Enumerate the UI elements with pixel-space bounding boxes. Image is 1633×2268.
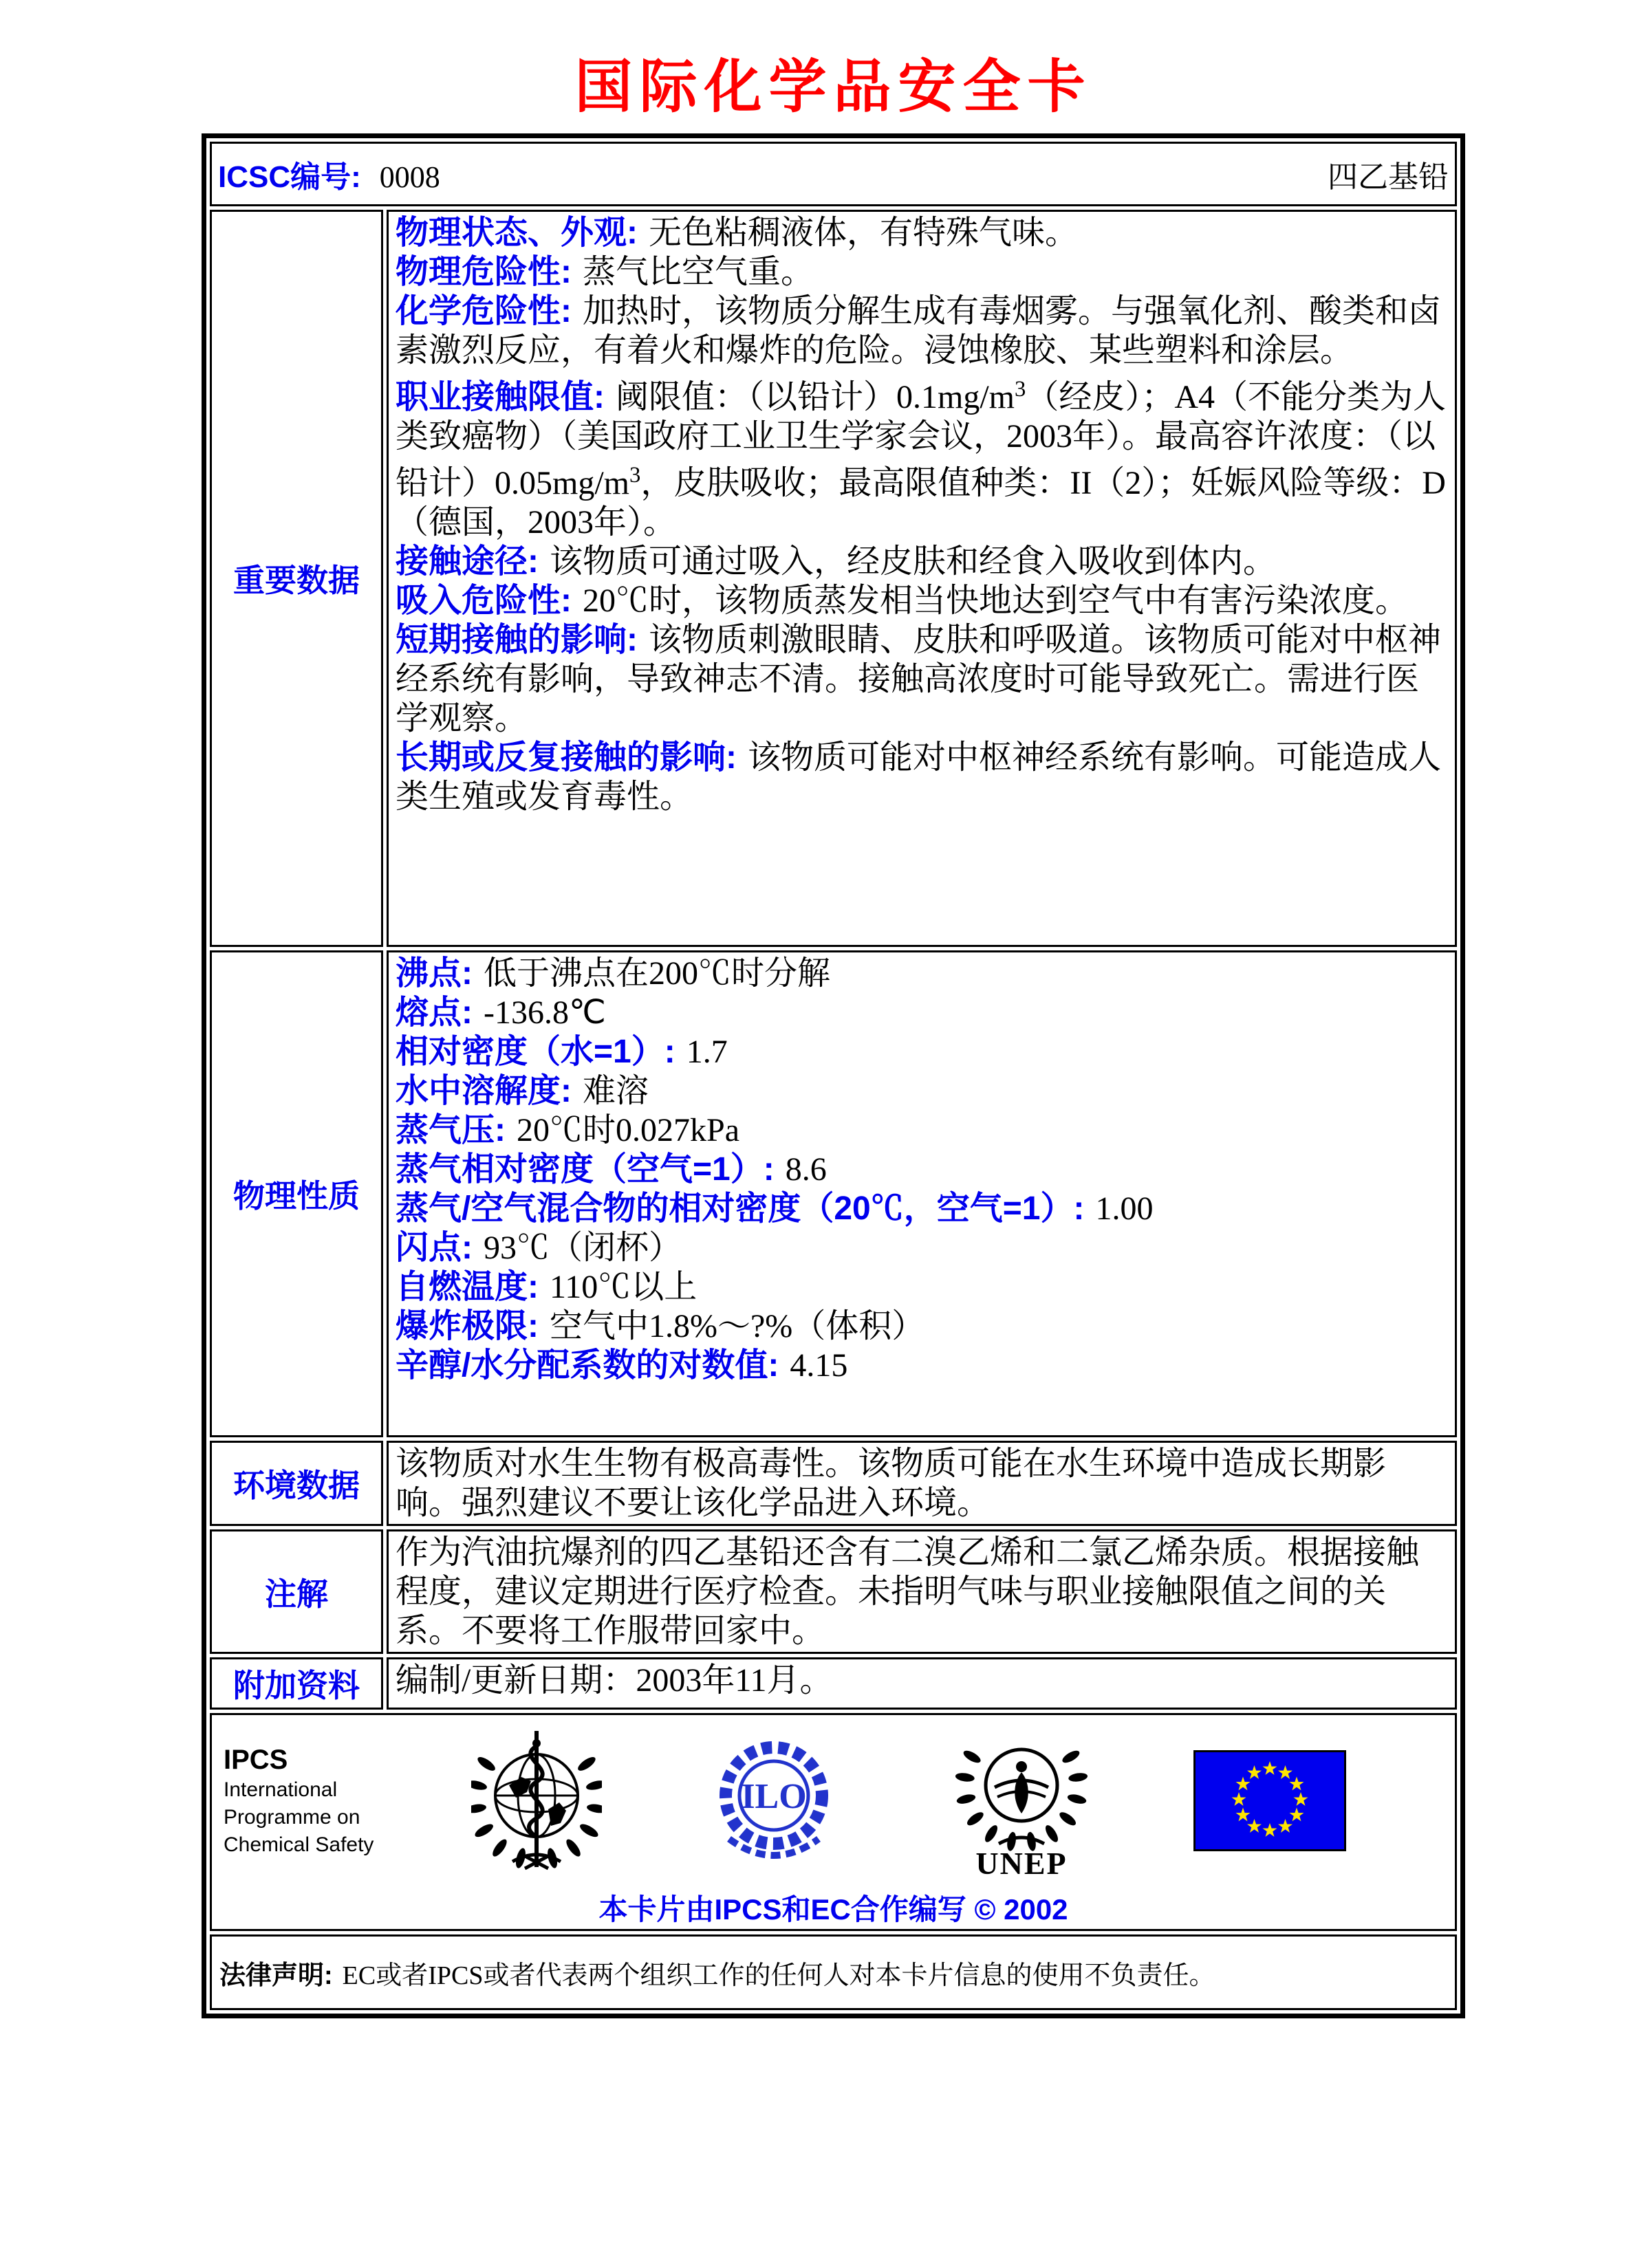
legal-notice [213,1954,1454,1992]
field-label: 辛醇/水分配系数的对数值: [396,1347,779,1384]
field-label: 蒸气/空气混合物的相对密度（20℃，空气=1）: [396,1190,1085,1227]
icsc-card-table [202,133,1465,2018]
ipcs-line: International [224,1778,338,1801]
section-label-physical-properties: 物理性质 [210,950,383,1437]
data-line [396,1150,1447,1189]
additional-info-content [387,1657,1457,1710]
environmental-data-content [387,1441,1457,1526]
header-row [210,142,1457,206]
field-label: 化学危险性: [396,293,572,329]
field-label: 自燃温度: [396,1269,539,1305]
field-label: 吸入危险性: [396,582,572,619]
logos-strip [213,1716,1454,1882]
data-line [396,1307,1447,1346]
environmental-data-row [210,1441,1457,1526]
icsc-number-group [218,152,440,196]
superscript: 3 [629,463,641,488]
data-line [396,1071,1447,1111]
chemical-name: 四乙基铅 [1328,160,1449,194]
legal-row [210,1934,1457,2010]
field-value: 空气中1.8%～?%（体积） [550,1308,925,1344]
section-text: 作为汽油抗爆剂的四乙基铅还含有二溴乙烯和二氯乙烯杂质。根据接触程度，建议定期进行医疗检查。未指明气味与职业接触限值之间的关系。不要将工作服带回家中。 [396,1534,1420,1649]
ilo-text: ILO [741,1776,807,1816]
field-value: 加热时，该物质分解生成有毒烟雾。与强氧化剂、酸类和卤素激烈反应，有着火和爆炸的危险。浸蚀橡胶、某些塑料和涂层。 [396,293,1442,369]
important-data-content [387,210,1457,947]
field-label: 物理危险性: [396,254,572,290]
page [0,52,1633,2268]
field-label: 长期或反复接触的影响: [396,739,737,776]
field-value: 8.6 [785,1151,827,1188]
credit-year: © 2002 [974,1893,1068,1926]
field-label: 蒸气压: [396,1112,506,1148]
credit-text: 本卡片由IPCS和EC合作编写 [598,1893,966,1926]
field-value-part: （经皮）；A4（不能分类为人类致癌物）（美国政府工业卫生学家会议，2003年）。最高容许浓度：（以铅计）0.05mg/m [396,379,1446,501]
physical-properties-row [210,950,1457,1437]
field-value: 1.00 [1095,1190,1154,1227]
section-label-notes: 注解 [210,1529,383,1654]
logos-row [210,1713,1457,1931]
field-value: 20℃时，该物质蒸发相当快地达到空气中有害污染浓度。 [583,582,1409,619]
data-line [396,738,1447,816]
data-line [396,542,1447,581]
data-line [396,252,1447,292]
data-line [396,954,1447,993]
additional-info-row [210,1657,1457,1710]
data-line [396,1267,1447,1307]
field-label: 职业接触限值: [396,379,605,415]
field-value: 该物质可通过吸入，经皮肤和经食入吸收到体内。 [550,543,1277,580]
field-value-part: ，皮肤吸收；最高限值种类：II（2）；妊娠风险等级：D（德国，2003年）。 [396,465,1446,541]
field-value: 蒸气比空气重。 [583,254,814,290]
icsc-number-value: 0008 [379,160,440,194]
ipcs-line: Programme on [224,1805,360,1829]
unep-text: UNEP [975,1846,1068,1881]
eu-flag-icon [1193,1750,1346,1851]
important-data-row [210,210,1457,947]
data-line [396,1228,1447,1267]
notes-content [387,1529,1457,1654]
who-logo-icon [471,1727,602,1875]
field-value: -136.8℃ [484,994,606,1031]
data-line [396,370,1447,542]
ipcs-text-block [224,1743,430,1859]
field-label: 相对密度（水=1）: [396,1034,675,1070]
data-line [396,1111,1447,1150]
superscript: 3 [1015,377,1026,402]
field-value: 难溶 [583,1073,649,1109]
data-line [396,1346,1447,1385]
data-line [396,993,1447,1032]
field-label: 短期接触的影响: [396,622,638,658]
field-value: 低于沸点在200℃时分解 [484,955,831,992]
field-value: 93℃（闭杯） [484,1230,682,1266]
field-label: 蒸气相对密度（空气=1）: [396,1151,775,1188]
legal-label: 法律声明: [219,1961,333,1990]
ipcs-line: Chemical Safety [224,1833,374,1856]
data-line [396,292,1447,370]
data-line [396,620,1447,738]
data-line [396,1189,1447,1228]
section-label-additional-info: 附加资料 [210,1657,383,1710]
field-value: 20℃时0.027kPa [517,1112,740,1148]
field-label: 水中溶解度: [396,1073,572,1109]
data-line [396,1032,1447,1071]
ilo-logo-icon [705,1732,843,1870]
field-value: 1.7 [686,1034,728,1070]
icsc-number-label: ICSC编号: [218,160,361,194]
field-value: 该物质可能对中枢神经系统有影响。可能造成人类生殖或发育毒性。 [396,739,1442,815]
field-label: 物理状态、外观: [396,215,638,251]
notes-row [210,1529,1457,1654]
page-title: 国际化学品安全卡 [574,54,1092,119]
section-label-environmental-data: 环境数据 [210,1441,383,1526]
physical-properties-content [387,950,1457,1437]
data-line [396,213,1447,252]
section-text: 编制/更新日期：2003年11月。 [396,1662,833,1699]
field-value: 4.15 [790,1347,848,1384]
ipcs-acronym: IPCS [224,1744,288,1775]
credit-line [213,1887,1454,1928]
section-text: 该物质对水生生物有极高毒性。该物质可能在水生环境中造成长期影响。强烈建议不要让该化学品进入环境。 [396,1446,1387,1521]
field-label: 熔点: [396,994,473,1031]
unep-logo-icon [949,1720,1094,1882]
field-value: 无色粘稠液体，有特殊气味。 [649,215,1079,251]
field-label: 接触途径: [396,543,539,580]
field-value: 110℃以上 [550,1269,697,1305]
field-label: 闪点: [396,1230,473,1266]
field-label: 沸点: [396,955,473,992]
field-value-part: 阈限值：（以铅计）0.1mg/m [616,379,1015,415]
field-value: 该物质刺激眼睛、皮肤和呼吸道。该物质可能对中枢神经系统有影响，导致神志不清。接触高浓度时可能导致死亡。需进行医学观察。 [396,622,1442,737]
legal-text: EC或者IPCS或者代表两个组织工作的任何人对本卡片信息的使用不负责任。 [342,1961,1215,1990]
field-label: 爆炸极限: [396,1308,539,1344]
section-label-important-data: 重要数据 [210,210,383,947]
data-line [396,581,1447,620]
